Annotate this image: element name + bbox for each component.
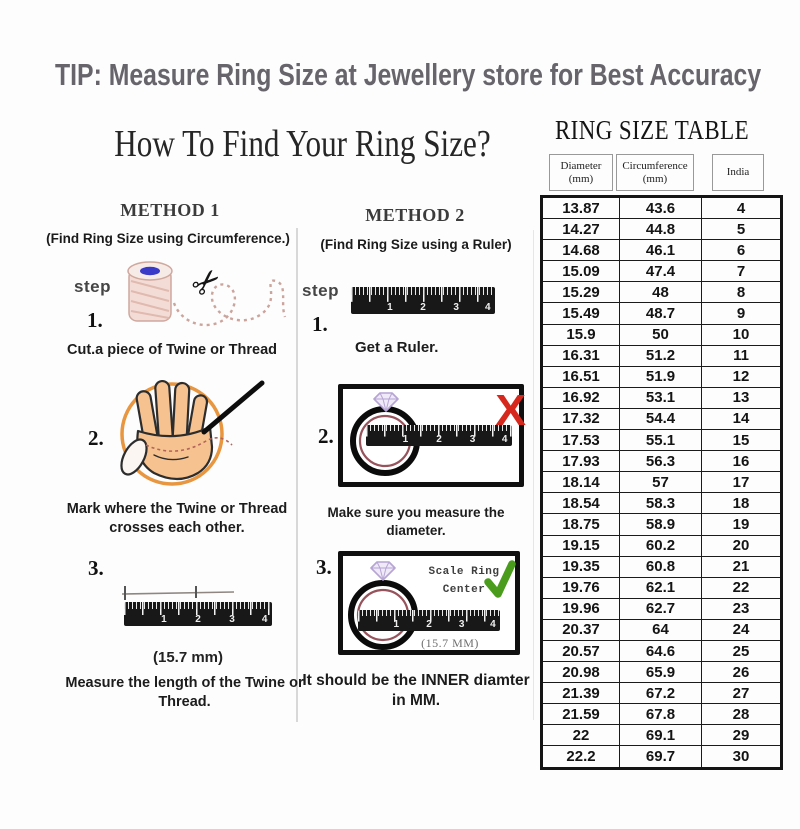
table-row: 15.29 48 8 <box>542 282 782 303</box>
table-row: 18.54 58.3 18 <box>542 493 782 514</box>
table-row: 14.27 44.8 5 <box>542 219 782 240</box>
method1-step3-caption: Measure the length of the Twine or Thread. <box>65 675 304 710</box>
methods-divider <box>296 228 298 722</box>
table-row: 15.49 48.7 9 <box>542 303 782 324</box>
ruler-numbers: 1 2 3 4 <box>161 614 268 625</box>
method2-step1-caption: Get a Ruler. <box>355 339 439 356</box>
method2-step3-caption: It should be the INNER diamter in MM. <box>302 672 530 710</box>
table-row: 18.14 57 17 <box>542 472 782 493</box>
table-row: 17.93 56.3 16 <box>542 451 782 472</box>
table-row: 19.15 60.2 20 <box>542 535 782 556</box>
red-x-icon: X <box>495 386 527 435</box>
twine-scissors-illustration <box>110 255 290 343</box>
table-title: RING SIZE TABLE <box>554 115 750 145</box>
method1-title: METHOD 1 <box>120 200 220 220</box>
method2-step3-number: 3. <box>316 555 332 579</box>
table-row: 16.51 51.9 12 <box>542 366 782 387</box>
method1-step1-number: 1. <box>87 308 103 332</box>
table-header-circumference: Circumference (mm) <box>616 154 694 191</box>
how-to-heading: How To Find Your Ring Size? <box>114 123 491 165</box>
table-row: 17.32 54.4 14 <box>542 408 782 429</box>
table-header-india: India <box>712 154 764 191</box>
ring-size-table <box>540 195 783 770</box>
scissors-icon: ✂ <box>183 259 231 307</box>
measure-box-correct <box>338 551 520 655</box>
table-row: 21.59 67.8 28 <box>542 704 782 725</box>
table-row: 19.35 60.8 21 <box>542 556 782 577</box>
measure-box-wrong <box>338 384 527 487</box>
method2-step2-caption: Make sure you measure the diameter. <box>327 505 505 538</box>
table-row: 18.75 58.9 19 <box>542 514 782 535</box>
method2-step2-number: 2. <box>318 424 334 448</box>
method1-step3-number: 3. <box>88 556 104 580</box>
panel-divider <box>533 230 534 720</box>
table-row: 20.98 65.9 26 <box>542 662 782 683</box>
table-row: 22 69.1 29 <box>542 725 782 746</box>
method2-title: METHOD 2 <box>365 205 465 225</box>
table-row: 16.31 51.2 11 <box>542 345 782 366</box>
table-header-diameter: Diameter (mm) <box>549 154 613 191</box>
method1-step2-number: 2. <box>88 426 104 450</box>
table-row: 21.39 67.2 27 <box>542 683 782 704</box>
method2-step1-number: 1. <box>312 312 328 336</box>
table-row: 15.9 50 10 <box>542 324 782 345</box>
measured-thread <box>118 585 238 601</box>
method1-step3-note: (15.7 mm) <box>152 649 224 666</box>
table-row: 22.2 69.7 30 <box>542 746 782 768</box>
ruler-numbers: 1 2 3 4 <box>393 619 496 630</box>
table-row: 17.53 55.1 15 <box>542 430 782 451</box>
method1-step2-caption: Mark where the Twine or Thread crosses each other. <box>66 501 288 536</box>
ruler-numbers: 1 2 3 4 <box>387 302 491 313</box>
method1-step-label: step <box>74 277 111 296</box>
hand-illustration <box>112 375 272 499</box>
diamond-icon <box>365 559 401 583</box>
table-row: 19.96 62.7 23 <box>542 598 782 619</box>
diamond-icon <box>368 390 404 414</box>
table-row: 14.68 46.1 6 <box>542 240 782 261</box>
ruler-numbers: 1 2 3 4 <box>402 434 508 445</box>
method1-subtitle: (Find Ring Size using Circumference.) <box>46 231 290 246</box>
table-row: 19.76 62.1 22 <box>542 577 782 598</box>
table-row: 16.92 53.1 13 <box>542 387 782 408</box>
table-row: 13.87 43.6 4 <box>542 197 782 219</box>
tip-title: TIP: Measure Ring Size at Jewellery store for Best Accuracy <box>55 57 762 92</box>
table-row: 15.09 47.4 7 <box>542 261 782 282</box>
method2-step3-note: (15.7 MM) <box>421 636 479 650</box>
table-row: 20.57 64.6 25 <box>542 640 782 661</box>
scale-ring-center-label: Scale Ring Center <box>428 566 500 596</box>
ring-size-table-body <box>542 197 782 769</box>
twine-spool-icon <box>128 262 172 321</box>
method2-step-label: step <box>302 281 339 300</box>
method2-subtitle: (Find Ring Size using a Ruler) <box>320 237 512 252</box>
table-row: 20.37 64 24 <box>542 619 782 640</box>
green-check-icon <box>483 558 517 600</box>
method1-step1-caption: Cut.a piece of Twine or Thread <box>66 342 277 358</box>
